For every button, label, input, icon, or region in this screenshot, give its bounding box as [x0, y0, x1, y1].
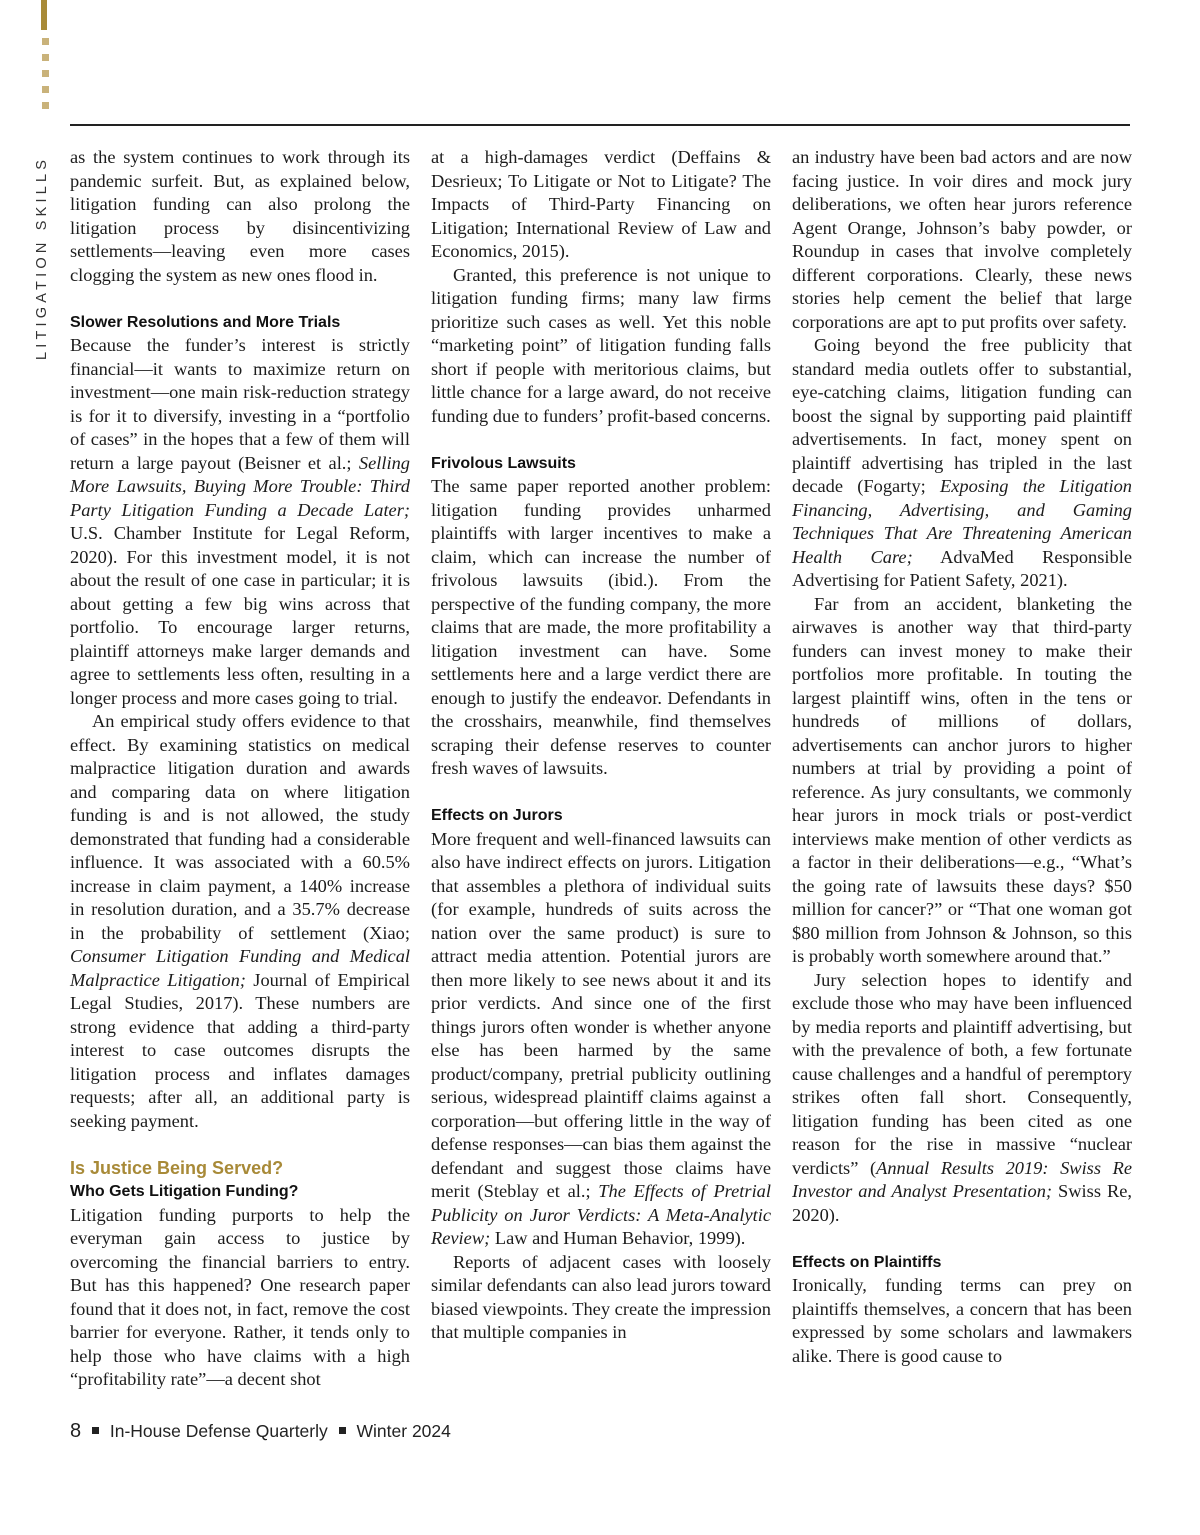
bullet-separator	[92, 1427, 99, 1434]
paragraph: as the system continues to work through its pandemic surfeit. But, as explained below, litigation funding can also prolong the litigation process by disincentivizing settlements—leaving even more cases clogging the system as new ones flood in.	[70, 147, 410, 285]
heading-slower-resolutions: Slower Resolutions and More Trials	[70, 313, 341, 331]
paragraph: Ironically, funding terms can prey on plaintiffs themselves, a concern that has been expressed by some scholars and lawmakers alike. There is good cause to	[792, 1275, 1132, 1366]
paragraph: An empirical study offers evidence to that effect. By examining statistics on medical malpractice litigation duration and awards and comparing data on where litigation funding is and is not allowed, the study demonstrated that funding had a considerable influence. It was associated with a 60.5% increase in claim payment, a 140% increase in resolution duration, and a 35.7% decrease in the probability of settlement (Xiao; Consumer Litigation Funding and Medical Malpractice Litigation; Journal of Empirical Legal Studies, 2017). These numbers are strong evidence that adding a third-party interest to case outcomes disrupts the litigation process and inflates damages requests; after all, an additional party is seeking payment.	[70, 711, 410, 1131]
paragraph: Going beyond the free publicity that standard media outlets offer to substantial, eye-catching claims, litigation funding can boost the signal by supporting paid plaintiff advertisements. In fact, money spent on plaintiff advertising has tripled in the last decade (Fogarty; Exposing the Litigation Financing, Advertising, and Gaming Techniques That Are Threatening American Health Care; AdvaMed Responsible Advertising for Patient Safety, 2021).	[792, 335, 1132, 590]
bullet-separator	[339, 1427, 346, 1434]
paragraph: an industry have been bad actors and are now facing justice. In voir dires and mock jury deliberations, we often hear jurors reference Agent Orange, Johnson’s baby powder, or Roundup in cases that involve completely different corporations. Clearly, these news stories help cement the belief that large corporations are apt to put profits over safety.	[792, 147, 1132, 332]
page-footer	[70, 1420, 451, 1443]
accent-bar	[41, 0, 47, 30]
section-side-label: LITIGATION SKILLS	[34, 155, 50, 360]
paragraph: Far from an accident, blanketing the airwaves is another way that third-party funders can invest money to make their portfolios more profitable. In touting the largest plaintiff wins, often in the tens or hundreds of millions of dollars, advertisements can anchor jurors to higher numbers at trial by providing a point of reference. As jury consultants, we commonly hear jurors in mock trials or post-verdict interviews make mention of other verdicts as a factor in their deliberations—e.g., “What’s the going rate of lawsuits these days? $50 million for cancer?” or “That one woman got $80 million from Johnson & Johnson, so this is probably worth somewhere around that.”	[792, 593, 1132, 966]
heading-effects-on-plaintiffs: Effects on Plaintiffs	[792, 1253, 942, 1271]
page-number: 8	[70, 1420, 82, 1442]
column-3	[792, 146, 1132, 1368]
column-1	[70, 146, 410, 1392]
paragraph: The same paper reported another problem: litigation funding provides unharmed plaintiffs with larger incentives to make a claim, which can increase the number of frivolous lawsuits (ibid.). From the perspective of the funding company, the more claims that are made, the more profitability a litigation investment can have. Some settlements here and a large verdict there are enough to justify the endeavor. Defendants in the crosshairs, meanwhile, find themselves scraping their defense reserves to counter fresh waves of lawsuits.	[431, 476, 771, 778]
header-rule	[70, 124, 1130, 126]
paragraph: Jury selection hopes to identify and exclude those who may have been influenced by media reports and plaintiff advertising, but with the prevalence of both, a few fortunate cause challenges and a handful of peremptory strikes often fall short. Consequently, litigation funding has been cited as one reason for the rise in massive “nuclear verdicts” (Annual Results 2019: Swiss Re Investor and Analyst Presentation; Swiss Re, 2020).	[792, 969, 1133, 1225]
heading-who-gets-funding: Who Gets Litigation Funding?	[70, 1183, 299, 1200]
heading-frivolous-lawsuits: Frivolous Lawsuits	[431, 454, 576, 472]
paragraph: at a high-damages verdict (Deffains & Desrieux; To Litigate or Not to Litigate? The Impacts of Third-Party Financing on Litigation; International Review of Law and Economics, 2015).	[431, 147, 771, 261]
paragraph: More frequent and well-financed lawsuits can also have indirect effects on jurors. Litigation that assembles a plethora of individual suits (for example, hundreds of suits across the nation over the same product) is sure to attract media attention. Potential jurors are then more likely to see news about it and its prior verdicts. And since one of the first things jurors often wonder is whether anyone else has been harmed by the same product/company, pretrial publicity outlining serious, widespread plaintiff claims against a corporation—but offering little in the way of defense responses—can bias them against the defendant and suggest those claims have merit (Steblay et al.; The Effects of Pretrial Publicity on Juror Verdicts: A Meta-Analytic Review; Law and Human Behavior, 1999).	[431, 828, 771, 1248]
heading-justice-served: Is Justice Being Served?	[70, 1157, 284, 1178]
accent-squares	[42, 38, 52, 118]
heading-effects-on-jurors: Effects on Jurors	[431, 807, 563, 824]
paragraph: Litigation funding purports to help the everyman gain access to justice by overcoming the financial barriers to entry. But has this happened? One research paper found that it does not, in fact, remove the cost barrier for everyone. Rather, it tends only to help those who have claims with a high “profitability rate”—a decent shot	[70, 1204, 410, 1389]
column-2	[431, 146, 771, 1345]
paragraph: Reports of adjacent cases with loosely similar defendants can also lead jurors toward biased viewpoints. They create the impression that multiple companies in	[431, 1251, 771, 1342]
paragraph: Granted, this preference is not unique to litigation funding firms; many law firms prioritize such cases as well. Yet this noble “marketing point” of litigation funding falls short if people with meritorious claims, but little chance for a large award, do not receive funding due to funders’ profit-based concerns.	[431, 264, 771, 426]
issue-date: Winter 2024	[356, 1421, 451, 1441]
paragraph: Because the funder’s interest is strictly financial—it wants to maximize return on investment—one main risk-reduction strategy is for it to diversify, investing in a “portfolio of cases” in the hopes that a few of them will return a large payout (Beisner et al.; Selling More Lawsuits, Buying More Trouble: Third Party Litigation Funding a Decade Later; U.S. Chamber Institute for Legal Reform, 2020). For this investment model, it is not about the result of one case in particular; it is about getting a few big wins across that portfolio. To encourage larger returns, plaintiff attorneys make larger demands and agree to settlements less often, resulting in a longer process and more cases going to trial.	[70, 335, 410, 708]
publication-name: In-House Defense Quarterly	[109, 1421, 328, 1441]
